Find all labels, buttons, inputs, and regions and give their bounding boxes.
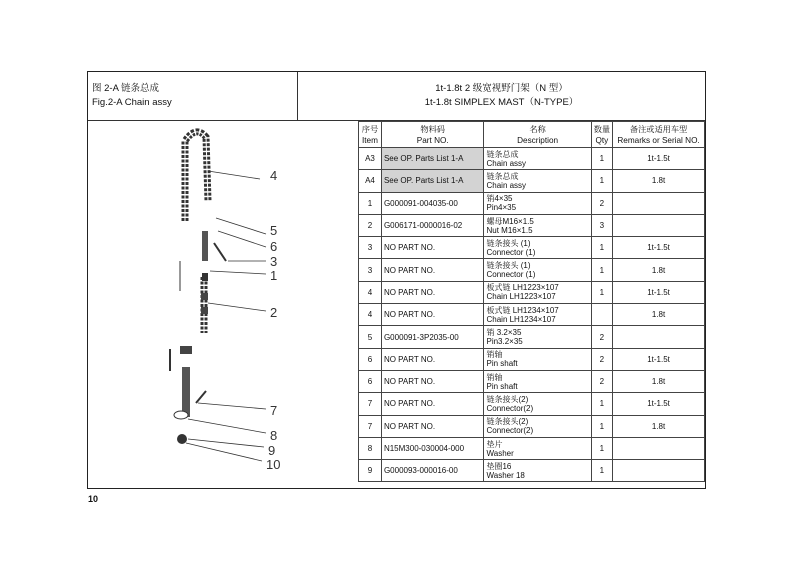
description-en: Pin shaft — [486, 359, 518, 369]
cell-part-no: See OP. Parts List 1-A — [381, 170, 484, 192]
cell-qty: 2 — [591, 326, 612, 348]
page-title-en: 1t-1.8t SIMPLEX MAST（N-TYPE） — [424, 97, 579, 108]
page-title — [298, 72, 705, 121]
cell-description — [484, 393, 591, 415]
table-row — [359, 259, 705, 281]
cell-remarks — [613, 460, 705, 482]
cell-remarks: 1t-1.5t — [613, 148, 705, 170]
cell-description — [484, 304, 591, 326]
description-en: Chain LH1234×107 — [486, 314, 556, 324]
cell-remarks: 1.8t — [613, 415, 705, 437]
cell-remarks: 1.8t — [613, 170, 705, 192]
header-qty: 数量 Qty — [591, 122, 612, 148]
cell-qty: 2 — [591, 192, 612, 214]
cell-part-no: G000093-000016-00 — [381, 460, 484, 482]
description-cn: 销 3.2×35 — [486, 328, 522, 338]
cell-part-no: G000091-3P2035-00 — [381, 326, 484, 348]
cell-item: 3 — [359, 237, 382, 259]
cell-qty: 1 — [591, 170, 612, 192]
cell-part-no: NO PART NO. — [381, 259, 484, 281]
description-en: Pin3.2×35 — [486, 337, 523, 347]
table-row — [359, 214, 705, 236]
description-en: Chain assy — [486, 180, 527, 190]
cell-part-no: NO PART NO. — [381, 370, 484, 392]
cell-remarks: 1.8t — [613, 304, 705, 326]
parts-table — [358, 121, 705, 482]
figure-caption-cn: 图 2-A 链条总成 — [92, 83, 160, 94]
cell-item: 6 — [359, 370, 382, 392]
description-en: Nut M16×1.5 — [486, 225, 533, 235]
page-title-cn: 1t-1.8t 2 级宽视野门架（N 型） — [435, 83, 568, 94]
cell-part-no: NO PART NO. — [381, 393, 484, 415]
cell-description — [484, 214, 591, 236]
header-item: 序号 Item — [359, 122, 382, 148]
cell-description — [484, 437, 591, 459]
description-en: Connector(2) — [486, 426, 534, 436]
header-remarks: 备注或适用车型 Remarks or Serial NO. — [613, 122, 705, 148]
description-cn: 板式链 LH1223×107 — [486, 283, 559, 293]
description-en: Pin4×35 — [486, 203, 517, 213]
cell-qty: 1 — [591, 281, 612, 303]
table-row — [359, 393, 705, 415]
table-row — [359, 415, 705, 437]
cell-part-no: G006171-0000016-02 — [381, 214, 484, 236]
cell-item: 8 — [359, 437, 382, 459]
cell-part-no: NO PART NO. — [381, 281, 484, 303]
cell-qty: 1 — [591, 148, 612, 170]
cell-description — [484, 170, 591, 192]
table-row — [359, 326, 705, 348]
cell-description — [484, 370, 591, 392]
callout-2: 2 — [270, 305, 278, 320]
cell-description — [484, 237, 591, 259]
description-cn: 销轴 — [486, 350, 503, 360]
page-number: 10 — [88, 494, 99, 504]
callout-5: 5 — [270, 223, 278, 238]
cell-qty — [591, 304, 612, 326]
description-cn: 链条总成 — [486, 149, 519, 159]
table-row — [359, 370, 705, 392]
callout-8: 8 — [270, 428, 278, 443]
cell-description — [484, 259, 591, 281]
table-row — [359, 304, 705, 326]
cell-description — [484, 460, 591, 482]
description-cn: 链条接头 (1) — [486, 238, 531, 248]
callout-3: 3 — [270, 254, 278, 269]
header-description: 名称 Description — [484, 122, 591, 148]
description-en: Washer — [486, 448, 514, 458]
cell-item: 1 — [359, 192, 382, 214]
cell-part-no: See OP. Parts List 1-A — [381, 148, 484, 170]
table-row — [359, 437, 705, 459]
description-cn: 链条接头 (1) — [486, 261, 531, 271]
cell-description — [484, 326, 591, 348]
cell-remarks: 1.8t — [613, 370, 705, 392]
description-cn: 垫片 — [486, 439, 503, 449]
cell-part-no: NO PART NO. — [381, 415, 484, 437]
figure-caption-en: Fig.2-A Chain assy — [92, 97, 172, 108]
table-header-row — [359, 122, 705, 148]
callout-6: 6 — [270, 239, 278, 254]
cell-part-no: NO PART NO. — [381, 304, 484, 326]
cell-description — [484, 281, 591, 303]
description-cn: 销轴 — [486, 372, 503, 382]
cell-item: 4 — [359, 304, 382, 326]
table-row — [359, 348, 705, 370]
cell-item: A4 — [359, 170, 382, 192]
parts-page-frame — [87, 71, 706, 489]
table-row — [359, 192, 705, 214]
cell-item: A3 — [359, 148, 382, 170]
description-cn: 板式链 LH1234×107 — [486, 305, 559, 315]
cell-remarks — [613, 192, 705, 214]
table-row — [359, 237, 705, 259]
chain-drawing — [170, 132, 226, 444]
cell-item: 9 — [359, 460, 382, 482]
description-en: Washer 18 — [486, 470, 525, 480]
table-row — [359, 170, 705, 192]
callout-1: 1 — [270, 268, 278, 283]
cell-qty: 2 — [591, 348, 612, 370]
description-en: Chain LH1223×107 — [486, 292, 556, 302]
cell-remarks: 1t-1.5t — [613, 281, 705, 303]
callout-7: 7 — [270, 403, 278, 418]
cell-qty: 1 — [591, 393, 612, 415]
cell-remarks: 1t-1.5t — [613, 393, 705, 415]
cell-qty: 1 — [591, 237, 612, 259]
description-cn: 链条接头(2) — [486, 417, 529, 427]
cell-item: 5 — [359, 326, 382, 348]
cell-item: 3 — [359, 259, 382, 281]
chain-assembly-diagram — [88, 121, 358, 488]
table-row — [359, 148, 705, 170]
description-en: Connector(2) — [486, 403, 534, 413]
description-en: Pin shaft — [486, 381, 518, 391]
description-cn: 螺母M16×1.5 — [486, 216, 534, 226]
cell-remarks — [613, 437, 705, 459]
callout-4: 4 — [270, 168, 278, 183]
cell-part-no: N15M300-030004-000 — [381, 437, 484, 459]
cell-part-no: NO PART NO. — [381, 237, 484, 259]
cell-part-no: G000091-004035-00 — [381, 192, 484, 214]
cell-qty: 1 — [591, 437, 612, 459]
cell-description — [484, 192, 591, 214]
cell-remarks: 1t-1.5t — [613, 237, 705, 259]
cell-qty: 1 — [591, 415, 612, 437]
description-en: Connector (1) — [486, 247, 536, 257]
cell-description — [484, 348, 591, 370]
cell-item: 4 — [359, 281, 382, 303]
cell-remarks — [613, 326, 705, 348]
table-row — [359, 460, 705, 482]
cell-remarks — [613, 214, 705, 236]
cell-qty: 1 — [591, 259, 612, 281]
cell-item: 7 — [359, 415, 382, 437]
cell-remarks: 1t-1.5t — [613, 348, 705, 370]
cell-description — [484, 148, 591, 170]
callout-leaders — [186, 171, 266, 461]
cell-description — [484, 415, 591, 437]
table-row — [359, 281, 705, 303]
description-en: Chain assy — [486, 158, 527, 168]
figure-caption — [88, 72, 298, 121]
cell-part-no: NO PART NO. — [381, 348, 484, 370]
cell-item: 7 — [359, 393, 382, 415]
description-cn: 垫圈16 — [486, 461, 512, 471]
cell-qty: 1 — [591, 460, 612, 482]
cell-remarks: 1.8t — [613, 259, 705, 281]
cell-item: 2 — [359, 214, 382, 236]
callout-9: 9 — [268, 443, 276, 458]
description-en: Connector (1) — [486, 270, 536, 280]
description-cn: 链条总成 — [486, 171, 519, 181]
cell-qty: 2 — [591, 370, 612, 392]
description-cn: 链条接头(2) — [486, 394, 529, 404]
callout-10: 10 — [266, 457, 281, 472]
header-part-no: 物料码 Part NO. — [381, 122, 484, 148]
cell-qty: 3 — [591, 214, 612, 236]
description-cn: 销4×35 — [486, 194, 513, 204]
cell-item: 6 — [359, 348, 382, 370]
